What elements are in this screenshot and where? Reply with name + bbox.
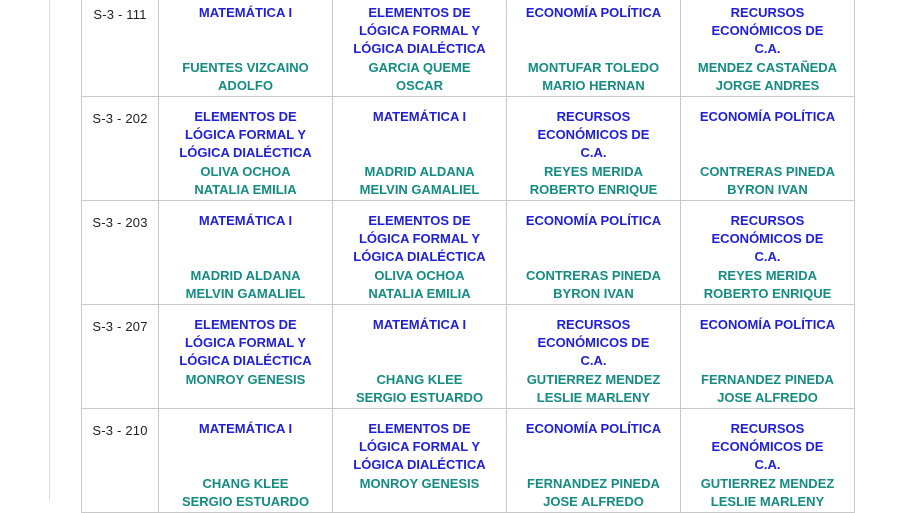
subject-line: MATEMÁTICA I xyxy=(198,5,293,20)
subject-line: ELEMENTOS DE xyxy=(368,5,471,20)
subject-line: LÓGICA DIALÉCTICA xyxy=(353,41,486,56)
teacher-line: OSCAR xyxy=(396,78,443,93)
room-cell xyxy=(82,201,159,305)
teacher-line: MONROY GENESIS xyxy=(359,476,480,491)
teacher-name xyxy=(683,163,852,199)
subject-line: ECONÓMICOS DE xyxy=(537,335,650,350)
course-cell xyxy=(681,201,855,305)
teacher-name xyxy=(335,371,504,407)
teacher-line: FERNANDEZ PINEDA xyxy=(527,476,660,491)
course-entry xyxy=(159,97,332,200)
teacher-name xyxy=(335,163,504,199)
teacher-line: BYRON IVAN xyxy=(727,182,808,197)
subject-name xyxy=(337,316,502,334)
course-entry xyxy=(159,0,332,96)
subject-line: C.A. xyxy=(754,249,781,264)
subject-name xyxy=(685,316,850,334)
room-label: S-3 - 203 xyxy=(92,215,148,230)
course-entry xyxy=(159,201,332,304)
course-cell xyxy=(333,305,507,409)
subject-line: ECONÓMICOS DE xyxy=(711,439,824,454)
teacher-line: GUTIERREZ MENDEZ xyxy=(700,476,835,491)
subject-line: MATEMÁTICA I xyxy=(198,213,293,228)
subject-line: ECONOMÍA POLÍTICA xyxy=(699,317,836,332)
course-cell xyxy=(507,409,681,513)
teacher-line: LESLIE MARLENY xyxy=(710,494,825,509)
teacher-name xyxy=(509,163,678,199)
course-entry xyxy=(333,409,506,512)
teacher-line: CHANG KLEE xyxy=(376,372,463,387)
teacher-name xyxy=(161,475,330,511)
course-cell xyxy=(333,201,507,305)
subject-line: ELEMENTOS DE xyxy=(368,421,471,436)
course-entry xyxy=(159,305,332,408)
teacher-name xyxy=(335,59,504,95)
subject-line: LÓGICA FORMAL Y xyxy=(184,335,307,350)
subject-line: LÓGICA FORMAL Y xyxy=(358,439,481,454)
subject-line: C.A. xyxy=(754,457,781,472)
course-cell xyxy=(159,97,333,201)
teacher-line: REYES MERIDA xyxy=(718,268,817,283)
course-entry xyxy=(507,409,680,512)
subject-line: LÓGICA DIALÉCTICA xyxy=(179,353,312,368)
subject-line: C.A. xyxy=(580,353,607,368)
subject-name xyxy=(511,420,676,438)
subject-name xyxy=(163,4,328,22)
subject-line: LÓGICA DIALÉCTICA xyxy=(353,249,486,264)
course-cell xyxy=(681,409,855,513)
subject-line: ECONOMÍA POLÍTICA xyxy=(525,5,662,20)
table-row xyxy=(82,0,855,97)
teacher-name xyxy=(335,267,504,303)
course-cell xyxy=(507,97,681,201)
subject-line: ECONÓMICOS DE xyxy=(537,127,650,142)
room-label: S-3 - 111 xyxy=(93,7,147,22)
room-label: S-3 - 210 xyxy=(92,423,148,438)
teacher-name xyxy=(683,267,852,303)
subject-name xyxy=(337,108,502,126)
teacher-name xyxy=(161,267,330,303)
subject-name xyxy=(163,108,328,162)
teacher-line: NATALIA EMILIA xyxy=(368,286,471,301)
subject-line: LÓGICA FORMAL Y xyxy=(358,23,481,38)
teacher-line: OLIVA OCHOA xyxy=(200,164,291,179)
teacher-name xyxy=(161,371,330,389)
subject-line: MATEMÁTICA I xyxy=(372,317,467,332)
subject-name xyxy=(685,4,850,58)
teacher-name xyxy=(509,59,678,95)
course-entry xyxy=(333,201,506,304)
subject-line: ELEMENTOS DE xyxy=(194,109,297,124)
teacher-line: SERGIO ESTUARDO xyxy=(181,494,310,509)
teacher-name xyxy=(161,163,330,199)
teacher-line: GUTIERREZ MENDEZ xyxy=(526,372,661,387)
course-cell xyxy=(159,409,333,513)
room-cell xyxy=(82,97,159,201)
subject-line: ECONÓMICOS DE xyxy=(711,23,824,38)
teacher-line: MARIO HERNAN xyxy=(542,78,645,93)
table-row xyxy=(82,305,855,409)
subject-line: ECONOMÍA POLÍTICA xyxy=(525,213,662,228)
subject-line: ELEMENTOS DE xyxy=(368,213,471,228)
course-entry xyxy=(159,409,332,512)
subject-name xyxy=(511,212,676,230)
subject-line: LÓGICA FORMAL Y xyxy=(358,231,481,246)
course-entry xyxy=(681,305,854,408)
subject-line: MATEMÁTICA I xyxy=(198,421,293,436)
teacher-line: OLIVA OCHOA xyxy=(374,268,465,283)
subject-line: ECONOMÍA POLÍTICA xyxy=(699,109,836,124)
subject-name xyxy=(337,420,502,474)
room-cell xyxy=(82,0,159,97)
course-cell xyxy=(681,0,855,97)
subject-name xyxy=(163,420,328,438)
subject-name xyxy=(685,108,850,126)
subject-line: RECURSOS xyxy=(556,109,631,124)
subject-line: MATEMÁTICA I xyxy=(372,109,467,124)
subject-name xyxy=(685,212,850,266)
course-entry xyxy=(507,0,680,96)
teacher-line: JORGE ANDRES xyxy=(715,78,820,93)
teacher-line: GARCIA QUEME xyxy=(368,60,471,75)
subject-name xyxy=(337,212,502,266)
teacher-name xyxy=(509,267,678,303)
room-label: S-3 - 202 xyxy=(92,111,148,126)
teacher-line: FUENTES VIZCAINO xyxy=(182,60,309,75)
teacher-line: ADOLFO xyxy=(218,78,273,93)
subject-name xyxy=(337,4,502,58)
subject-name xyxy=(163,316,328,370)
subject-line: ECONOMÍA POLÍTICA xyxy=(525,421,662,436)
table-row xyxy=(82,201,855,305)
subject-line: LÓGICA DIALÉCTICA xyxy=(353,457,486,472)
course-entry xyxy=(333,97,506,200)
teacher-name xyxy=(509,475,678,511)
course-cell xyxy=(333,97,507,201)
course-entry xyxy=(333,305,506,408)
teacher-line: MELVIN GAMALIEL xyxy=(185,286,306,301)
subject-line: RECURSOS xyxy=(730,5,805,20)
page-edge-line xyxy=(49,0,50,500)
teacher-line: REYES MERIDA xyxy=(544,164,643,179)
teacher-line: SERGIO ESTUARDO xyxy=(355,390,484,405)
teacher-line: MADRID ALDANA xyxy=(190,268,301,283)
course-cell xyxy=(159,0,333,97)
course-entry xyxy=(507,305,680,408)
teacher-line: CHANG KLEE xyxy=(202,476,289,491)
course-entry xyxy=(681,0,854,96)
subject-line: ELEMENTOS DE xyxy=(194,317,297,332)
subject-name xyxy=(163,212,328,230)
course-cell xyxy=(507,0,681,97)
teacher-line: NATALIA EMILIA xyxy=(194,182,297,197)
course-entry xyxy=(507,97,680,200)
course-cell xyxy=(333,409,507,513)
subject-line: C.A. xyxy=(754,41,781,56)
teacher-line: JOSE ALFREDO xyxy=(543,494,644,509)
schedule-table xyxy=(81,0,855,513)
course-entry xyxy=(681,409,854,512)
teacher-name xyxy=(683,371,852,407)
teacher-name xyxy=(335,475,504,493)
teacher-name xyxy=(683,475,852,511)
subject-name xyxy=(685,420,850,474)
teacher-line: MENDEZ CASTAÑEDA xyxy=(697,60,838,75)
course-entry xyxy=(681,97,854,200)
subject-name xyxy=(511,316,676,370)
subject-name xyxy=(511,108,676,162)
teacher-line: ROBERTO ENRIQUE xyxy=(529,182,658,197)
table-row xyxy=(82,409,855,513)
course-entry xyxy=(681,201,854,304)
subject-line: RECURSOS xyxy=(730,213,805,228)
teacher-line: CONTRERAS PINEDA xyxy=(525,268,662,283)
course-cell xyxy=(681,305,855,409)
course-cell xyxy=(333,0,507,97)
room-label: S-3 - 207 xyxy=(92,319,148,334)
course-cell xyxy=(159,201,333,305)
teacher-line: CONTRERAS PINEDA xyxy=(699,164,836,179)
subject-name xyxy=(511,4,676,22)
teacher-line: LESLIE MARLENY xyxy=(536,390,651,405)
room-cell xyxy=(82,409,159,513)
teacher-line: JOSE ALFREDO xyxy=(717,390,818,405)
teacher-line: MONTUFAR TOLEDO xyxy=(527,60,660,75)
subject-line: LÓGICA FORMAL Y xyxy=(184,127,307,142)
teacher-name xyxy=(683,59,852,95)
teacher-line: BYRON IVAN xyxy=(553,286,634,301)
subject-line: RECURSOS xyxy=(556,317,631,332)
teacher-name xyxy=(509,371,678,407)
subject-line: ECONÓMICOS DE xyxy=(711,231,824,246)
course-cell xyxy=(681,97,855,201)
course-cell xyxy=(159,305,333,409)
course-cell xyxy=(507,305,681,409)
course-entry xyxy=(507,201,680,304)
schedule-body xyxy=(82,0,855,513)
room-cell xyxy=(82,305,159,409)
teacher-line: MADRID ALDANA xyxy=(364,164,475,179)
course-cell xyxy=(507,201,681,305)
table-row xyxy=(82,97,855,201)
teacher-line: MELVIN GAMALIEL xyxy=(359,182,480,197)
teacher-line: FERNANDEZ PINEDA xyxy=(701,372,834,387)
teacher-line: MONROY GENESIS xyxy=(185,372,306,387)
subject-line: RECURSOS xyxy=(730,421,805,436)
teacher-line: ROBERTO ENRIQUE xyxy=(703,286,832,301)
subject-line: C.A. xyxy=(580,145,607,160)
subject-line: LÓGICA DIALÉCTICA xyxy=(179,145,312,160)
course-entry xyxy=(333,0,506,96)
teacher-name xyxy=(161,59,330,95)
